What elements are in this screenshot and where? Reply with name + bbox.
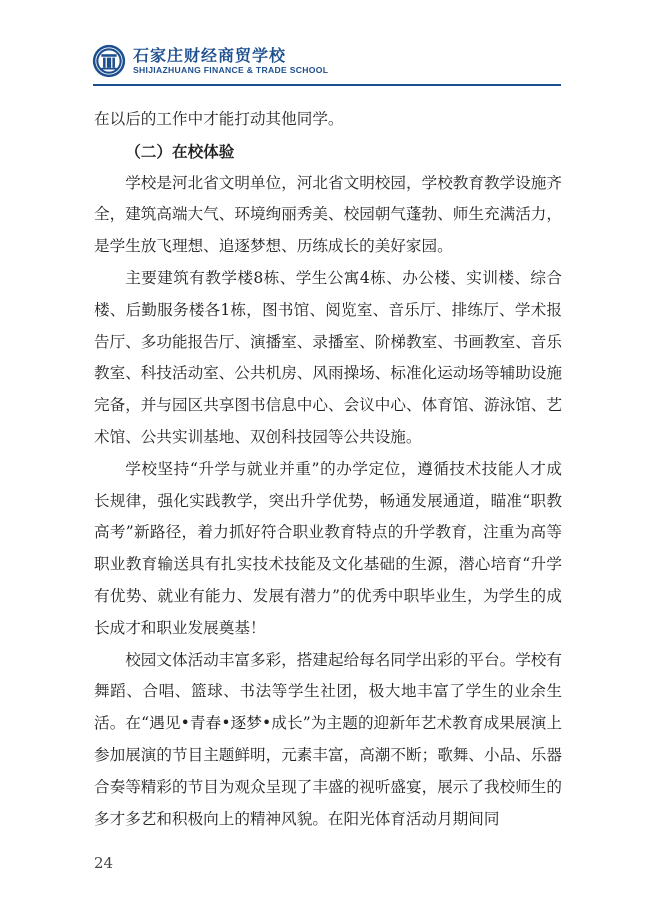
paragraph-education-policy: 学校坚持“升学与就业并重”的办学定位，遵循技术技能人才成长规律，强化实践教学，突出升学优势，畅通发展通道，瞄准“职教高考”新路径，着力抓好符合职业教育特点的升学教育，注重为高等职业教育输送具有扎实技术技能及文化基础的生源，潜心培育“升学有优势、就业有能力、发展有潜力”的优秀中职毕业生，为学生的成长成才和职业发展奠基！ xyxy=(94,459,562,637)
page-number: 24 xyxy=(94,854,114,872)
header-divider xyxy=(93,84,561,86)
school-name-block xyxy=(133,46,328,76)
page-body xyxy=(94,104,562,835)
paragraph-activities: 校园文体活动丰富多彩，搭建起给每名同学出彩的平台。学校有舞蹈、合唱、篮球、书法等学生社团，极大地丰富了学生的业余生活。在“遇见•青春•逐梦•成长”为主题的迎新年艺术教育成果展演上参加展演的节目主题鲜明，元素丰富，高潮不断；歌舞、小品、乐器合奏等精彩的节目为观众呈现了丰盛的视听盛宴，展示了我校师生的多才多艺和积极向上的精神风貌。在阳光体育活动月期间同 xyxy=(94,650,562,828)
paragraph-continuation: 在以后的工作中才能打动其他同学。 xyxy=(94,110,344,128)
school-emblem-icon xyxy=(92,44,126,78)
school-name: 石家庄财经商贸学校 xyxy=(133,46,287,65)
section-heading: （二）在校体验 xyxy=(125,141,235,161)
paragraph-facilities: 主要建筑有教学楼8栋、学生公寓4栋、办公楼、实训楼、综合楼、后勤服务楼各1栋，图书馆、阅览室、音乐厅、排练厅、学术报告厅、多功能报告厅、演播室、录播室、阶梯教室、书画教室、音乐教室、科技活动室、公共机房、风雨操场、标准化运动场等辅助设施完备，并与园区共享图书信息中心、会议中心、体育馆、游泳馆、艺术馆、公共实训基地、双创科技园等公共设施。 xyxy=(94,268,562,446)
school-name-english: SHIJIAZHUANG FINANCE & TRADE SCHOOL xyxy=(133,65,329,75)
paragraph-campus-intro: 学校是河北省文明单位，河北省文明校园，学校教育教学设施齐全，建筑高端大气、环境绚丽秀美、校园朝气蓬勃、师生充满活力，是学生放飞理想、追逐梦想、历练成长的美好家园。 xyxy=(94,173,562,256)
page-header xyxy=(92,44,328,78)
